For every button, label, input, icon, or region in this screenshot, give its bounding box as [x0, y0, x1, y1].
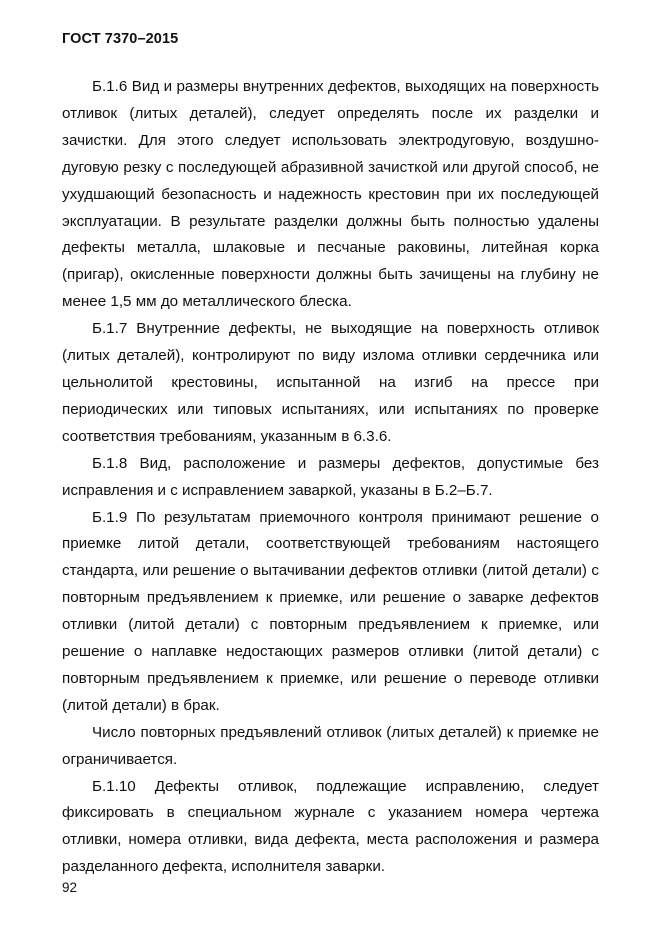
- document-code-header: ГОСТ 7370–2015: [62, 31, 179, 47]
- paragraph-b-1-8: Б.1.8 Вид, расположение и размеры дефектов, допустимые без исправления и с исправлением заваркой, указаны в Б.2–Б.7.: [62, 454, 599, 499]
- paragraph-b-1-6: Б.1.6 Вид и размеры внутренних дефектов, выходящих на поверхность отливок (литых деталей), следует определять после их разделки и зачистки. Для этого следует использовать электродуговую, воздушно-дуговую резку с последующей абразивной зачисткой или другой способ, не ухудшающий безопасность и надежность крестовин при их последующей эксплуатации. В результате разделки должны быть полностью удалены дефекты металла, шлаковые и песчаные раковины, литейная корка (пригар), окисленные поверхности должны быть зачищены на глубину не менее 1,5 мм до металлического блеска.: [62, 78, 599, 311]
- paragraph-b-1-7: Б.1.7 Внутренние дефекты, не выходящие на поверхность отливок (литых деталей), контролируют по виду излома отливки сердечника или цельнолитой крестовины, испытанной на изгиб на прессе при периодических или типовых испытаниях, или испытаниях по проверке соответствия требованиям, указанным в 6.3.6.: [62, 320, 599, 445]
- document-body: [62, 74, 599, 881]
- paragraph-b-1-10: Б.1.10 Дефекты отливок, подлежащие исправлению, следует фиксировать в специальном журнале с указанием номера чертежа отливки, номера отливки, вида дефекта, места расположения и размера разделанного дефекта, исполнителя заварки.: [62, 777, 599, 876]
- page-number: 92: [62, 880, 78, 895]
- paragraph-b-1-9: Б.1.9 По результатам приемочного контроля принимают решение о приемке литой детали, соответствующей требованиям настоящего стандарта, или решение о вытачивании дефектов отливки (литой детали) с повторным предъявлением к приемке, или решение о заварке дефектов отливки (литой детали) с повторным предъявлением к приемке, или решение о наплавке недостающих размеров отливки (литой детали) с повторным предъявлением к приемке, или решение о переводе отливки (литой детали) в брак.: [62, 508, 599, 714]
- paragraph-resubmission: Число повторных предъявлений отливок (литых деталей) к приемке не ограничивается.: [62, 723, 599, 768]
